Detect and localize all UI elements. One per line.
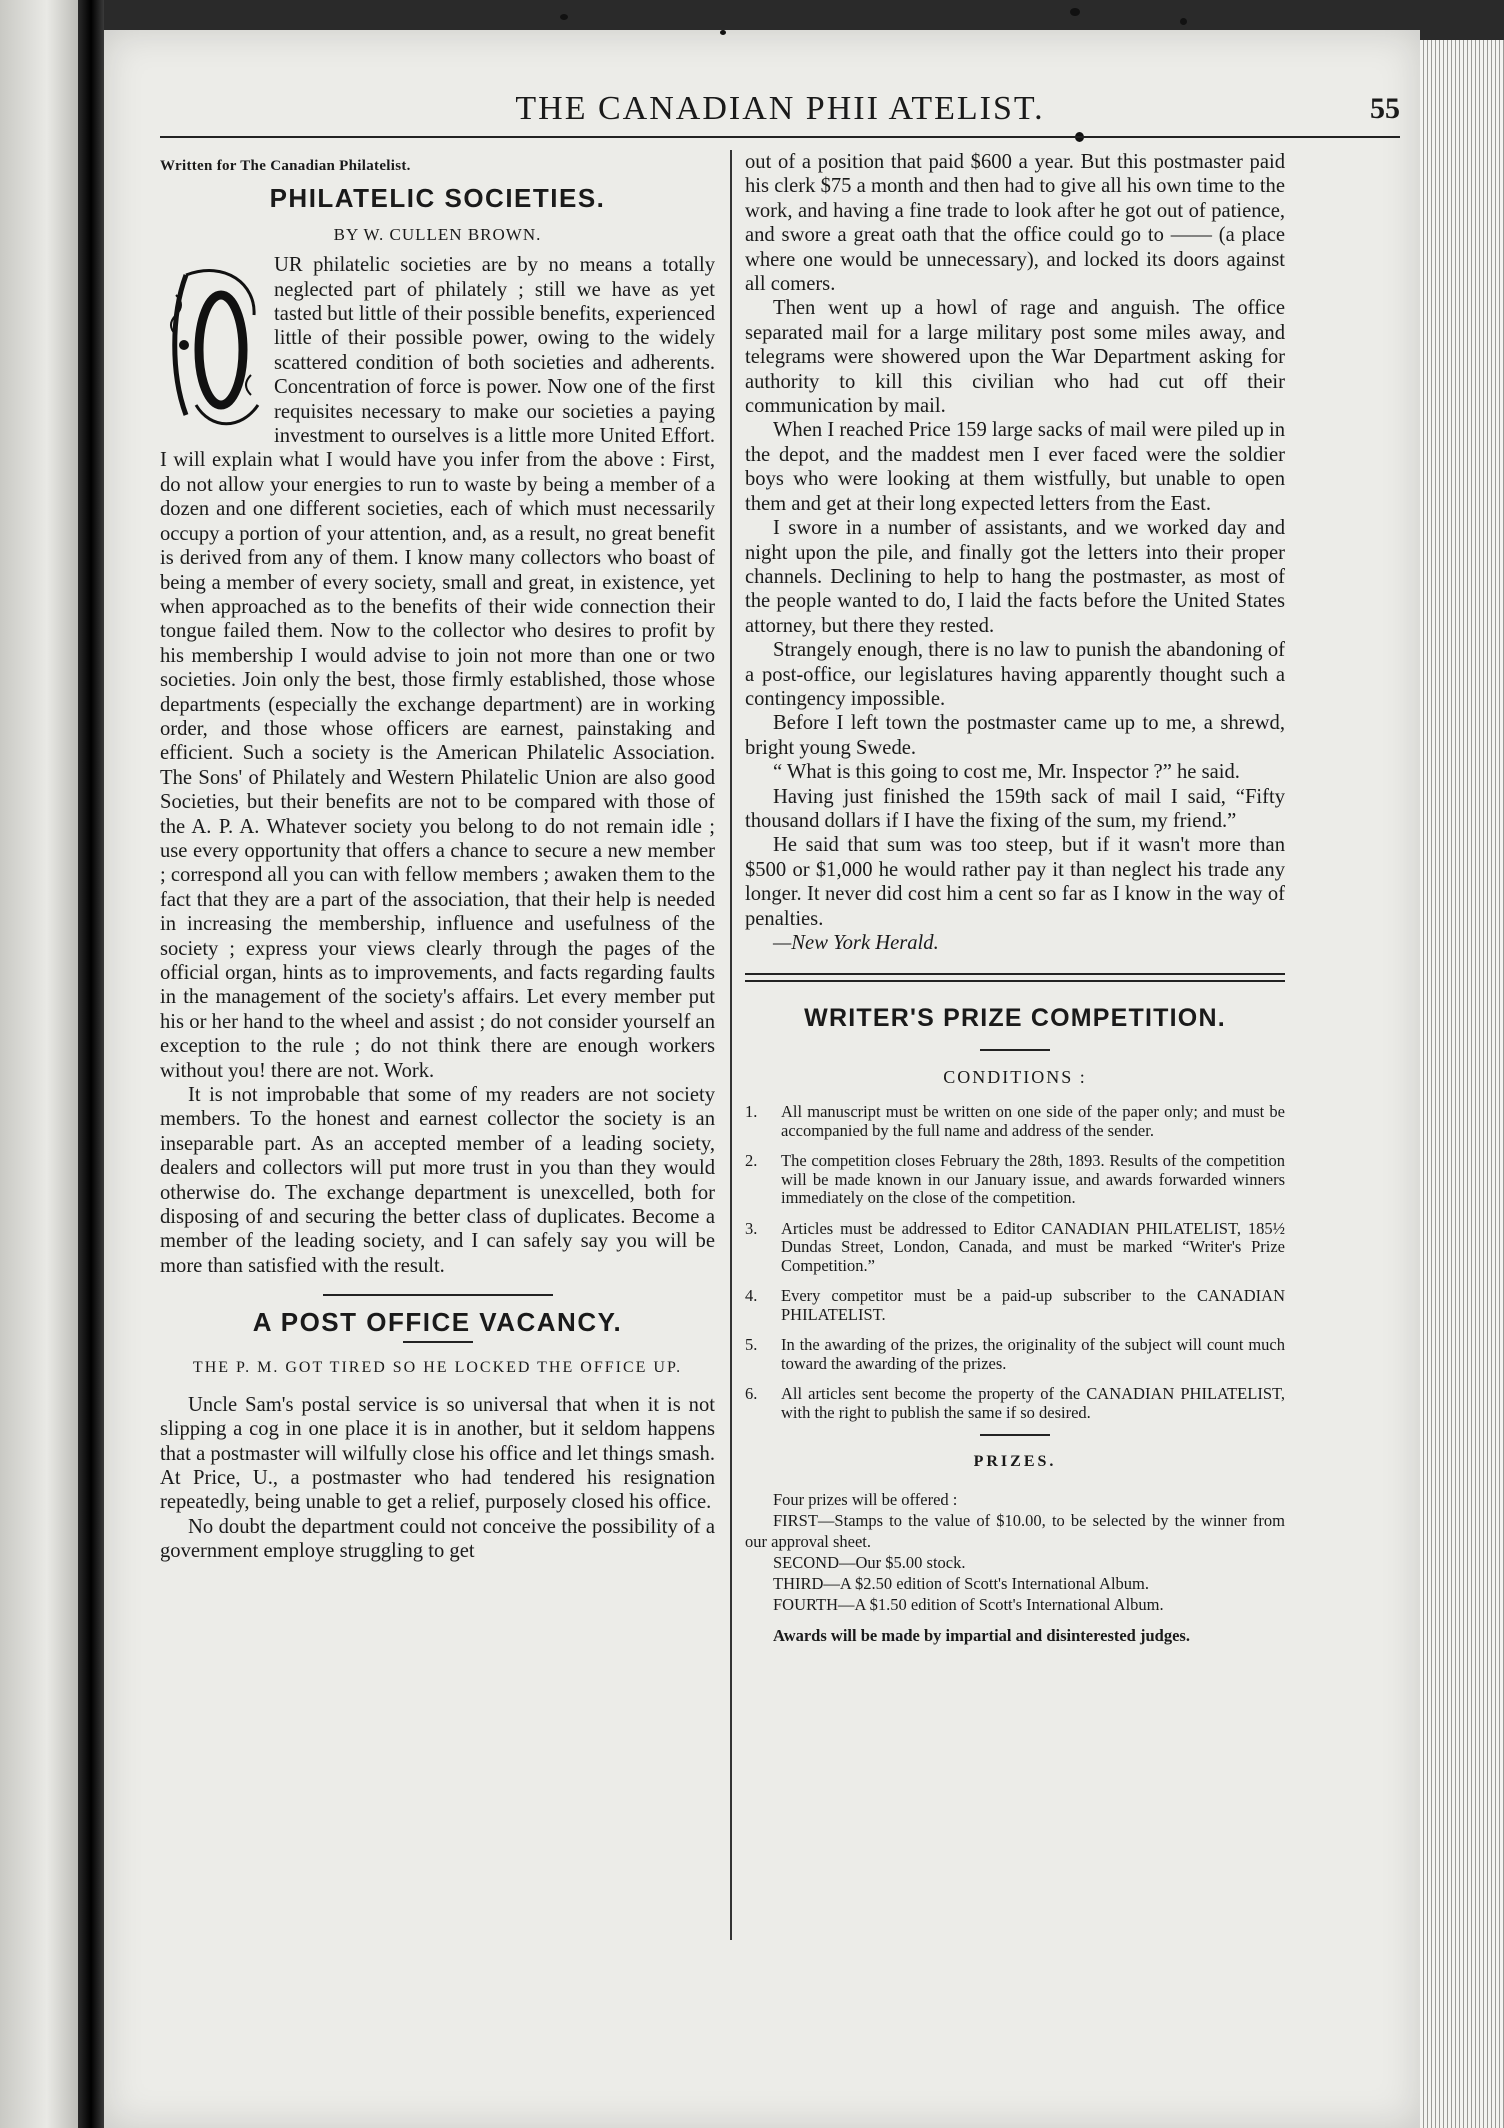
condition-number: 3. xyxy=(745,1218,758,1238)
prizes-intro: Four prizes will be offered : xyxy=(773,1489,958,1509)
title-underline xyxy=(980,1049,1050,1051)
paragraph: out of a position that paid $600 a year. But this postmaster paid his clerk $75 a month and then had to give all his own time to the work, and having a fine trade to look after he got out of patience, and swore a great oath that the office could go to —— (a place where one would be unnecessary), and locked its doors against all comers. xyxy=(745,151,1285,296)
condition-text: All articles sent become the property of the CANADIAN PHILATELIST, with the right to publish the same if so desired. xyxy=(781,1384,1285,1422)
article-credit: Written for The Canadian Philatelist. xyxy=(160,158,411,174)
book-gutter xyxy=(78,0,104,2128)
left-column xyxy=(160,150,715,1564)
paragraph: Before I left town the postmaster came up to me, a shrewd, bright young Swede. xyxy=(745,712,1285,759)
ink-speck xyxy=(1180,18,1187,25)
column-rule xyxy=(730,150,732,1940)
page-stack-edges xyxy=(1420,40,1504,2128)
condition-item xyxy=(745,1287,1285,1324)
condition-item xyxy=(745,1385,1285,1422)
condition-item xyxy=(745,1336,1285,1373)
prizes-heading: PRIZES. xyxy=(973,1453,1057,1471)
double-rule-divider xyxy=(745,973,1285,982)
paragraph: UR philatelic societies are by no means a totally neglected part of philately ; still we have as yet tasted but little of their possible benefits, experienced little of their possible power, owing to the widely scattered condition of both societies and adherents. Concentration of force is power. Now one of the first requisites necessary to make our societies a paying investment to ourselves is a little more United Effort. I will explain what I would have you infer from the above : First, do not allow your energies to run to waste by being a member of a dozen and one different societies, each of which must necessarily occupy a portion of your attention, and, as a result, no great benefit is derived from any of them. I know many collectors who boast of being a member of every society, small and great, in existence, yet when approached as to the benefits of their wide connection their tongue failed them. Now to the collector who desires to profit by his membership I would advise to join not more than one or two societies. Join only the best, those firmly established, those whose departments (especially the exchange department) are in working order, and those whose officers are earnest, painstaking and efficient. Such a society is the American Philatelic Association. The Sons' of Philately and Western Philatelic Union are also good Societies, but their benefits are not to be compared with those of the A. P. A. Whatever society you belong to do not remain idle ; use every opportunity that offers a chance to secure a new member ; correspond all you can with fellow members ; awaken them to the fact that they are a part of the association, that their help is needed in increasing the membership, influence and usefulness of the society ; express your views clearly through the pages of the official organ, hints as to improvements, and facts regarding faults in the management of the society's affairs. Let every member put his or her hand to the wheel and assist ; do not consider yourself an exception to the rule ; do not think there are enough workers without you! there are not. Work. xyxy=(160,254,715,1082)
paragraph: When I reached Price 159 large sacks of mail were piled up in the depot, and the maddest men I ever faced were the soldier boys who were looking at them wistfully, but unable to open them and get at their long expected letters from the East. xyxy=(745,419,1285,515)
paragraph: Strangely enough, there is no law to punish the abandoning of a post-office, our legislatures having apparently thought such a contingency impossible. xyxy=(745,639,1285,710)
condition-number: 5. xyxy=(745,1335,758,1355)
ink-speck xyxy=(720,30,726,35)
ink-speck xyxy=(1070,8,1080,16)
ink-speck xyxy=(560,14,568,20)
ornamental-initial-o-icon xyxy=(166,255,266,435)
paragraph: No doubt the department could not conceive the possibility of a government employe struggling to get xyxy=(160,1515,715,1563)
article-body xyxy=(160,253,715,1278)
section-divider xyxy=(980,1434,1050,1436)
closing-note: Awards will be made by impartial and disinterested judges. xyxy=(773,1625,1190,1645)
paragraph: “ What is this going to cost me, Mr. Inspector ?” he said. xyxy=(773,761,1240,784)
paragraph: Uncle Sam's postal service is so universal that when it is not slipping a cog in one place it is in another, but it seldom happens that a postmaster will wilfully close his office and let things smash. At Price, U., a postmaster who had tendered his resignation repeatedly, being unable to get a relief, purposely closed his office. xyxy=(160,1393,715,1514)
condition-number: 6. xyxy=(745,1384,758,1404)
condition-text: Every competitor must be a paid-up subscriber to the CANADIAN PHILATELIST. xyxy=(781,1286,1285,1324)
section-divider xyxy=(323,1294,553,1296)
article-byline: BY W. CULLEN BROWN. xyxy=(333,224,542,244)
condition-text: All manuscript must be written on one side of the paper only; and must be accompanied by the full name and address of the sender. xyxy=(781,1102,1285,1140)
prize-item: FOURTH—A $1.50 edition of Scott's International Album. xyxy=(773,1594,1164,1614)
journal-title: THE CANADIAN PHII ATELIST. xyxy=(515,90,1045,127)
page-number: 55 xyxy=(1370,92,1400,125)
title-underline xyxy=(403,1341,473,1343)
article-subtitle: THE P. M. GOT TIRED SO HE LOCKED THE OFFICE UP. xyxy=(192,1358,683,1376)
facing-page-edge xyxy=(0,0,78,2128)
article-source: —New York Herald. xyxy=(773,932,939,954)
prize-item: FIRST—Stamps to the value of $10.00, to be selected by the winner from our approval sheet. xyxy=(745,1510,1285,1551)
condition-item xyxy=(745,1220,1285,1276)
condition-text: In the awarding of the prizes, the originality of the subject will count much toward the awarding of the prizes. xyxy=(781,1335,1285,1373)
prize-item: THIRD—A $2.50 edition of Scott's International Album. xyxy=(773,1573,1150,1593)
prize-item: SECOND—Our $5.00 stock. xyxy=(773,1552,966,1572)
condition-number: 2. xyxy=(745,1151,758,1171)
paragraph: Then went up a howl of rage and anguish. The office separated mail for a large military post some miles away, and telegrams were showered upon the War Department asking for authority to kill this civilian who had cut off their communication by mail. xyxy=(745,297,1285,418)
article-title: A POST OFFICE VACANCY. xyxy=(252,1307,623,1338)
condition-text: Articles must be addressed to Editor CANADIAN PHILATELIST, 185½ Dundas Street, London, Canada, and must be marked “Writer's Prize Competition.” xyxy=(781,1218,1285,1275)
condition-number: 4. xyxy=(745,1286,758,1306)
article-title: PHILATELIC SOCIETIES. xyxy=(269,183,606,214)
running-head xyxy=(160,90,1400,138)
condition-item xyxy=(745,1152,1285,1208)
conditions-heading: CONDITIONS : xyxy=(943,1066,1087,1087)
condition-number: 1. xyxy=(745,1102,758,1122)
right-column xyxy=(745,150,1285,1646)
condition-text: The competition closes February the 28th, 1893. Results of the competition will be made known in our January issue, and awards forwarded winners immediately on the close of the competition. xyxy=(781,1151,1285,1208)
conditions-list xyxy=(745,1103,1285,1422)
competition-title: WRITER'S PRIZE COMPETITION. xyxy=(804,1004,1226,1033)
paragraph: Having just finished the 159th sack of mail I said, “Fifty thousand dollars if I have the fixing of the sum, my friend.” xyxy=(745,785,1285,832)
paragraph: It is not improbable that some of my readers are not society members. To the honest and earnest collector the society is an inseparable part. As an accepted member of a leading society, dealers and collectors will put more trust in you than they would otherwise do. The exchange department is unexcelled, both for disposing of and securing the better class of duplicates. Become a member of the leading society, and I can safely say you will be more than satisfied with the result. xyxy=(160,1084,715,1277)
paragraph: He said that sum was too steep, but if it wasn't more than $500 or $1,000 he would rather pay it than neglect his trade any longer. It never did cost him a cent so far as I know in the way of penalties. xyxy=(745,834,1285,930)
condition-item xyxy=(745,1103,1285,1140)
paragraph: I swore in a number of assistants, and we worked day and night upon the pile, and finally got the letters into their proper channels. Declining to help to hang the postmaster, as most of the people wanted to do, I laid the facts before the United States attorney, but there they rested. xyxy=(745,517,1285,637)
